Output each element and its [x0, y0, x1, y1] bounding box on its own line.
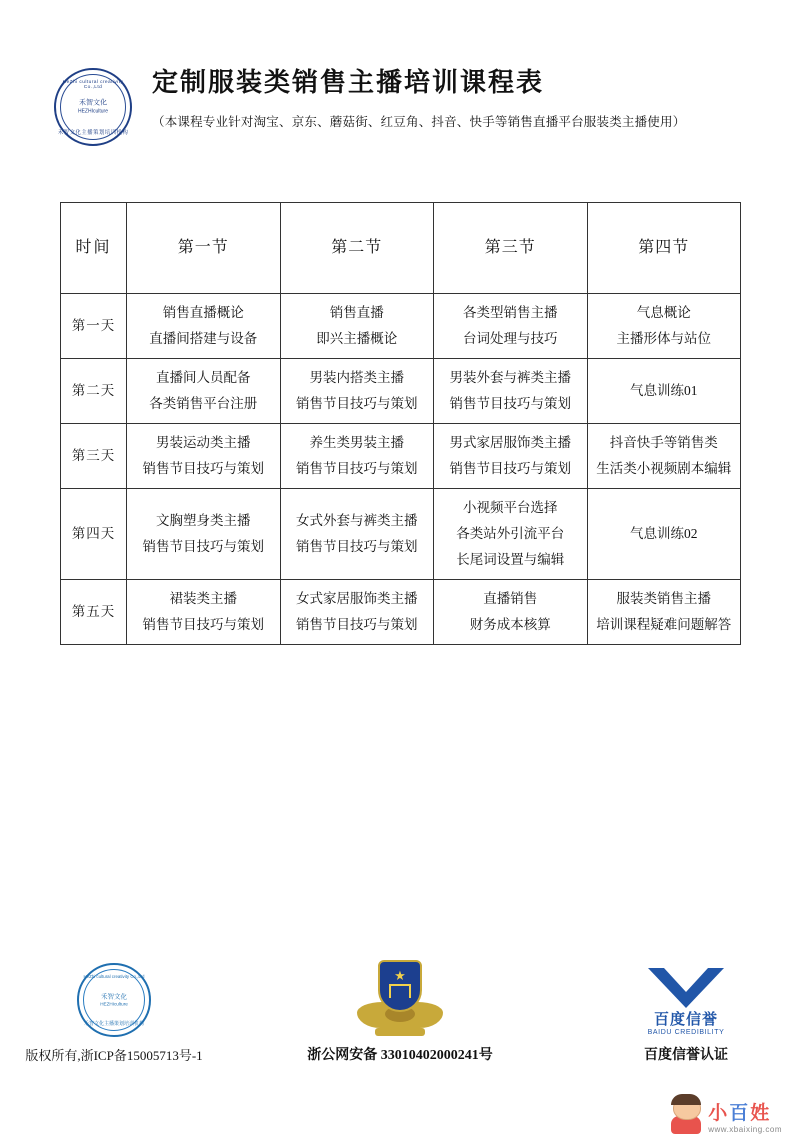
cell-line: 裙装类主播 — [169, 591, 237, 606]
police-filing-text: 浙公网安备 33010402000241号 — [307, 1048, 493, 1063]
cell-line: 销售直播概论 — [162, 305, 244, 320]
cell-line: 销售节目技巧与策划 — [142, 461, 264, 476]
seal-en-text: HEZHIculture — [100, 1001, 128, 1007]
cell-line: 文胸塑身类主播 — [156, 513, 251, 528]
baidu-credibility-icon[interactable] — [621, 968, 751, 1036]
column-header-session-4: 第四节 — [587, 203, 741, 294]
cell-line: 销售节目技巧与策划 — [296, 461, 418, 476]
row-label-day: 第三天 — [61, 424, 127, 489]
cell-line: 销售节目技巧与策划 — [449, 396, 571, 411]
cell-line: 长尾词设置与编辑 — [456, 552, 565, 567]
baidu-mark-en: BAIDU CREDIBILITY — [647, 1029, 725, 1036]
table-row — [61, 359, 741, 424]
schedule-table — [60, 202, 741, 645]
page-title: 定制服装类销售主播培训课程表 — [152, 68, 545, 97]
cell-line: 销售节目技巧与策划 — [296, 617, 418, 632]
watermark-char: 百 — [729, 1103, 749, 1124]
cell-line: 直播销售 — [483, 591, 538, 606]
cell-line: 生活类小视频剧本编辑 — [596, 461, 732, 476]
cell-line: 销售节目技巧与策划 — [142, 539, 264, 554]
cell-day5-session3 — [434, 580, 588, 645]
cell-day1-session3 — [434, 294, 588, 359]
cell-line: 主播形体与站位 — [616, 331, 711, 346]
cell-line: 男装运动类主播 — [156, 435, 251, 450]
cell-day3-session1 — [127, 424, 281, 489]
cell-day1-session1 — [127, 294, 281, 359]
cell-line: 直播间人员配备 — [156, 370, 251, 385]
seal-arc-top-text: HeZhi cultural creativity Co.,Ltd — [83, 974, 145, 979]
document-header — [48, 0, 800, 146]
page-subtitle: （本课程专业针对淘宝、京东、蘑菇街、红豆角、抖音、快手等销售直播平台服装类主播使用） — [152, 115, 686, 129]
company-seal-icon — [77, 963, 151, 1037]
cell-line: 各类站外引流平台 — [456, 526, 565, 541]
cell-line: 抖音快手等销售类 — [609, 435, 718, 450]
icp-license-text: 版权所有,浙ICP备15005713号-1 — [25, 1048, 203, 1063]
cell-line: 各类型销售主播 — [463, 305, 558, 320]
cell-line: 销售节目技巧与策划 — [296, 539, 418, 554]
seal-arc-bottom-text: 禾智文化主播策划培训机构 — [57, 129, 129, 137]
baidu-certification-text: 百度信誉认证 — [644, 1048, 728, 1063]
cell-day1-session2 — [280, 294, 434, 359]
cell-line: 服装类销售主播 — [616, 591, 711, 606]
cell-line: 养生类男装主播 — [309, 435, 404, 450]
mascot-icon — [670, 1094, 704, 1134]
cell-line: 男装外套与裤类主播 — [449, 370, 571, 385]
seal-cn-text: 禾智文化 — [79, 99, 107, 107]
cell-day2-session2 — [280, 359, 434, 424]
cell-day2-session4 — [587, 359, 741, 424]
column-header-session-1: 第一节 — [127, 203, 281, 294]
column-header-time: 时间 — [61, 203, 127, 294]
cell-day4-session4 — [587, 489, 741, 580]
cell-line: 培训课程疑难问题解答 — [596, 617, 732, 632]
cell-line: 男式家居服饰类主播 — [449, 435, 571, 450]
cell-line: 销售直播 — [329, 305, 384, 320]
company-seal-icon — [54, 68, 132, 146]
row-label-day: 第一天 — [61, 294, 127, 359]
cell-line: 销售节目技巧与策划 — [296, 396, 418, 411]
table-row — [61, 489, 741, 580]
row-label-day: 第二天 — [61, 359, 127, 424]
cell-line: 气息概论 — [636, 305, 691, 320]
table-row — [61, 424, 741, 489]
cell-line: 台词处理与技巧 — [463, 331, 558, 346]
cell-line: 女式家居服饰类主播 — [296, 591, 418, 606]
cell-line: 男装内搭类主播 — [309, 370, 404, 385]
cell-line: 各类销售平台注册 — [149, 396, 258, 411]
document-footer — [0, 960, 800, 1064]
watermark-char: 小 — [708, 1103, 728, 1124]
cell-day3-session4 — [587, 424, 741, 489]
site-watermark — [670, 1094, 782, 1134]
cell-day2-session1 — [127, 359, 281, 424]
footer-badge-icp — [19, 963, 209, 1064]
cell-day3-session3 — [434, 424, 588, 489]
footer-badges — [0, 960, 800, 1064]
seal-arc-bottom-text: 禾智文化主播策划培训机构 — [83, 1021, 144, 1027]
cell-line: 女式外套与裤类主播 — [296, 513, 418, 528]
cell-line: 即兴主播概论 — [316, 331, 398, 346]
cell-day1-session4 — [587, 294, 741, 359]
watermark-char: 姓 — [750, 1103, 770, 1124]
police-emblem-icon: ★ — [357, 960, 443, 1036]
table-row — [61, 580, 741, 645]
cell-line: 销售节目技巧与策划 — [142, 617, 264, 632]
row-label-day: 第五天 — [61, 580, 127, 645]
seal-arc-top-text: HeZhi cultural creativity Co.,Ltd — [62, 78, 124, 90]
cell-line: 销售节目技巧与策划 — [449, 461, 571, 476]
cell-day3-session2 — [280, 424, 434, 489]
cell-day5-session1 — [127, 580, 281, 645]
cell-line: 直播间搭建与设备 — [149, 331, 258, 346]
cell-day5-session2 — [280, 580, 434, 645]
watermark-domain: www.xbaixing.com — [708, 1125, 782, 1134]
cell-line: 财务成本核算 — [469, 617, 551, 632]
cell-line: 气息训练01 — [630, 383, 698, 398]
title-block — [152, 62, 685, 130]
brand-logo — [48, 62, 138, 146]
seal-cn-text: 禾智文化 — [101, 993, 127, 1001]
footer-badge-police — [305, 960, 495, 1064]
cell-day4-session1 — [127, 489, 281, 580]
cell-day4-session3 — [434, 489, 588, 580]
row-label-day: 第四天 — [61, 489, 127, 580]
cell-line: 小视频平台选择 — [463, 500, 558, 515]
column-header-session-3: 第三节 — [434, 203, 588, 294]
cell-day2-session3 — [434, 359, 588, 424]
footer-badge-baidu[interactable] — [591, 968, 781, 1064]
table-row — [61, 294, 741, 359]
schedule-table-wrapper — [60, 202, 740, 645]
cell-day5-session4 — [587, 580, 741, 645]
baidu-mark-cn: 百度信誉 — [653, 1012, 718, 1028]
cell-line: 气息训练02 — [630, 526, 698, 541]
column-header-session-2: 第二节 — [280, 203, 434, 294]
table-header-row — [61, 203, 741, 294]
cell-day4-session2 — [280, 489, 434, 580]
seal-en-text: HEZHIculture — [77, 108, 108, 115]
